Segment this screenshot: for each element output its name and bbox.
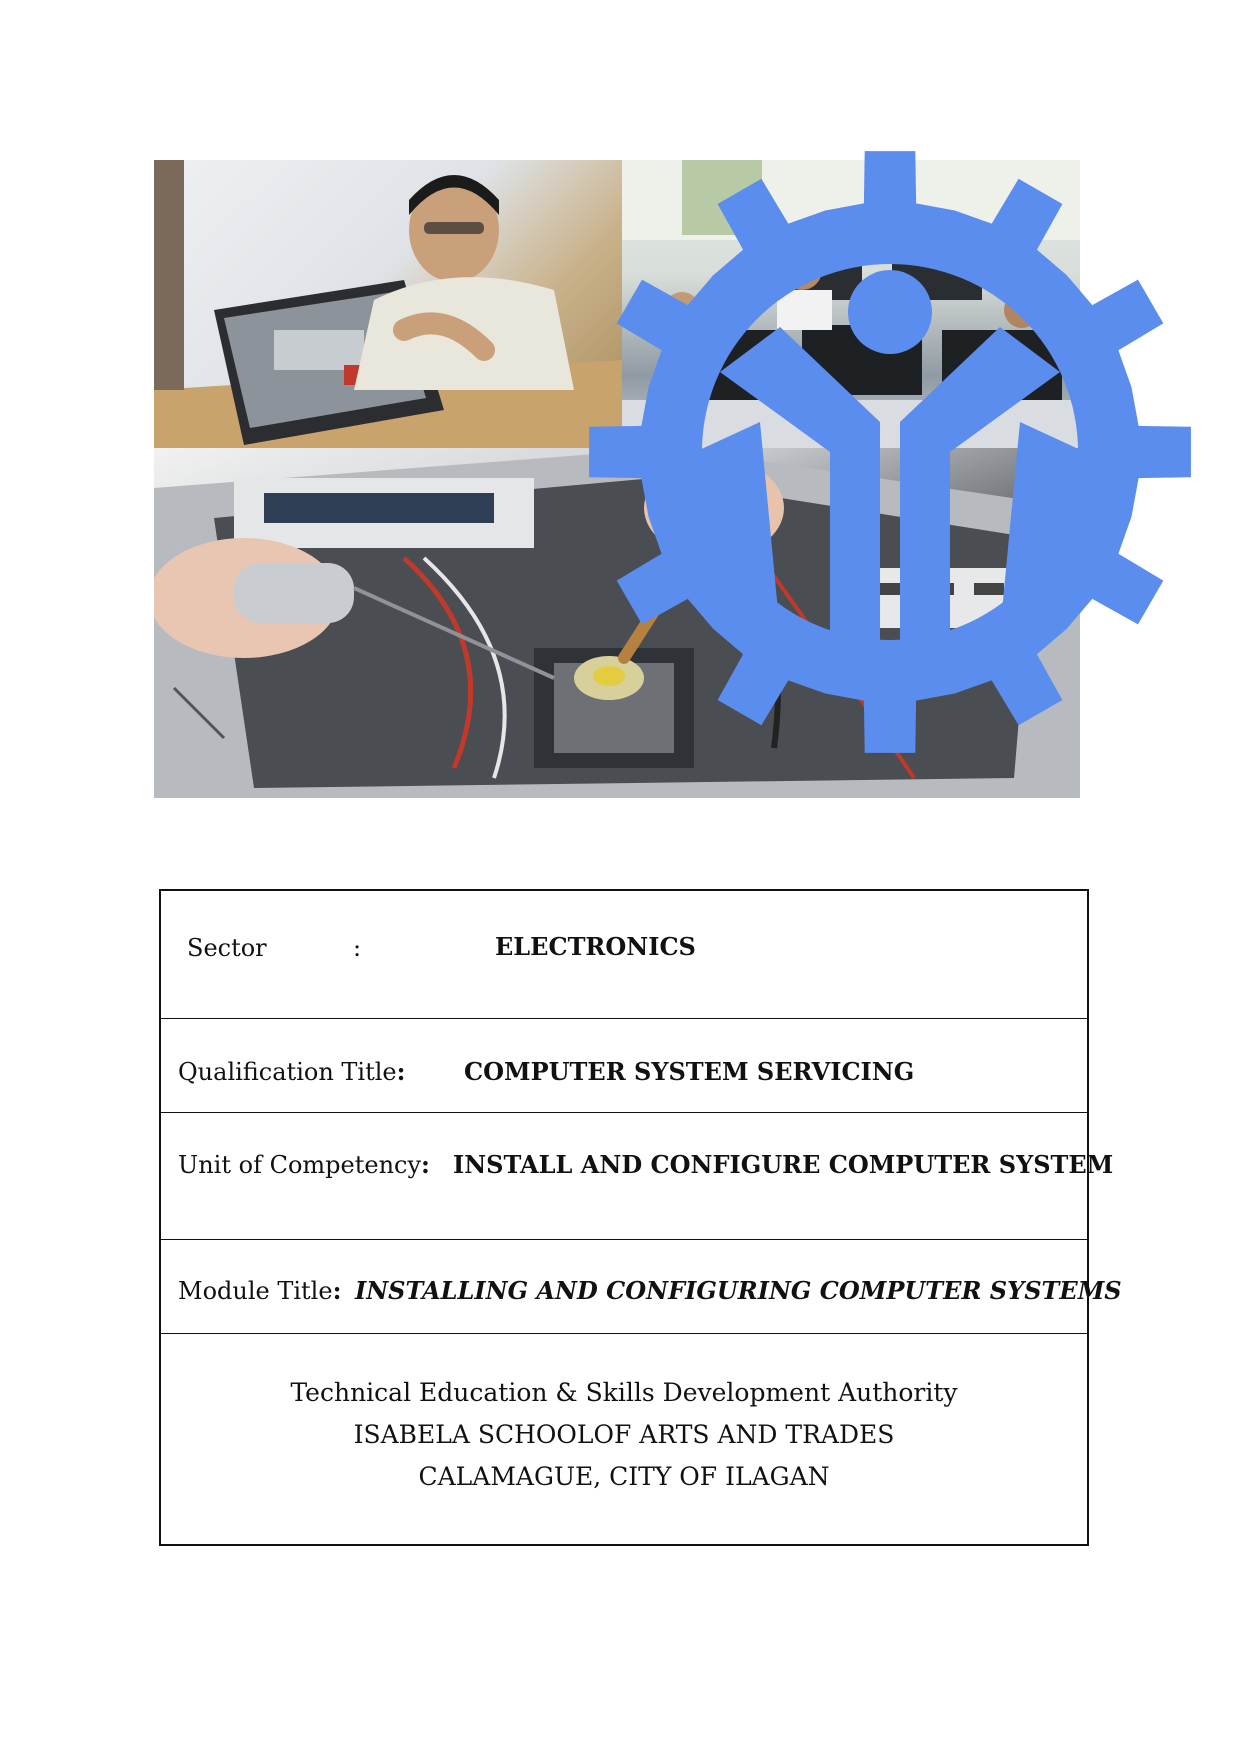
module-info-table: [159, 889, 1122, 1546]
unit-of-competency-row: [161, 1113, 1114, 1240]
school-address: CALAMAGUE, CITY OF ILAGAN: [418, 1462, 830, 1491]
sector-value: ELECTRONICS: [495, 932, 696, 961]
module-title-row: [161, 1240, 1122, 1334]
sector-row: [161, 891, 1087, 1019]
institution-block: [161, 1372, 1087, 1498]
qualification-title-row: [161, 1019, 1087, 1113]
emblem-side-bars: [695, 422, 1085, 632]
emblem-head: [848, 270, 932, 354]
module-title-label: Module Title:: [178, 1276, 342, 1305]
tesda-gear-logo-icon: [572, 134, 1208, 770]
school-name: ISABELA SCHOOLOF ARTS AND TRADES: [353, 1420, 895, 1449]
qualification-title-label: Qualification Title:: [178, 1057, 406, 1086]
qualification-title-value: COMPUTER SYSTEM SERVICING: [464, 1057, 915, 1086]
sector-colon: :: [353, 934, 362, 962]
unit-of-competency-label: Unit of Competency:: [178, 1150, 430, 1179]
authority-name: Technical Education & Skills Development Authority: [290, 1378, 958, 1407]
gear-ring: [589, 151, 1191, 753]
module-title-value: INSTALLING AND CONFIGURING COMPUTER SYSTEMS: [355, 1276, 1122, 1305]
student-assembling-computer-photo: [154, 160, 622, 448]
unit-of-competency-value: INSTALL AND CONFIGURE COMPUTER SYSTEM: [453, 1150, 1114, 1179]
institution-row: [161, 1334, 1087, 1544]
sector-label: Sector: [187, 934, 267, 962]
